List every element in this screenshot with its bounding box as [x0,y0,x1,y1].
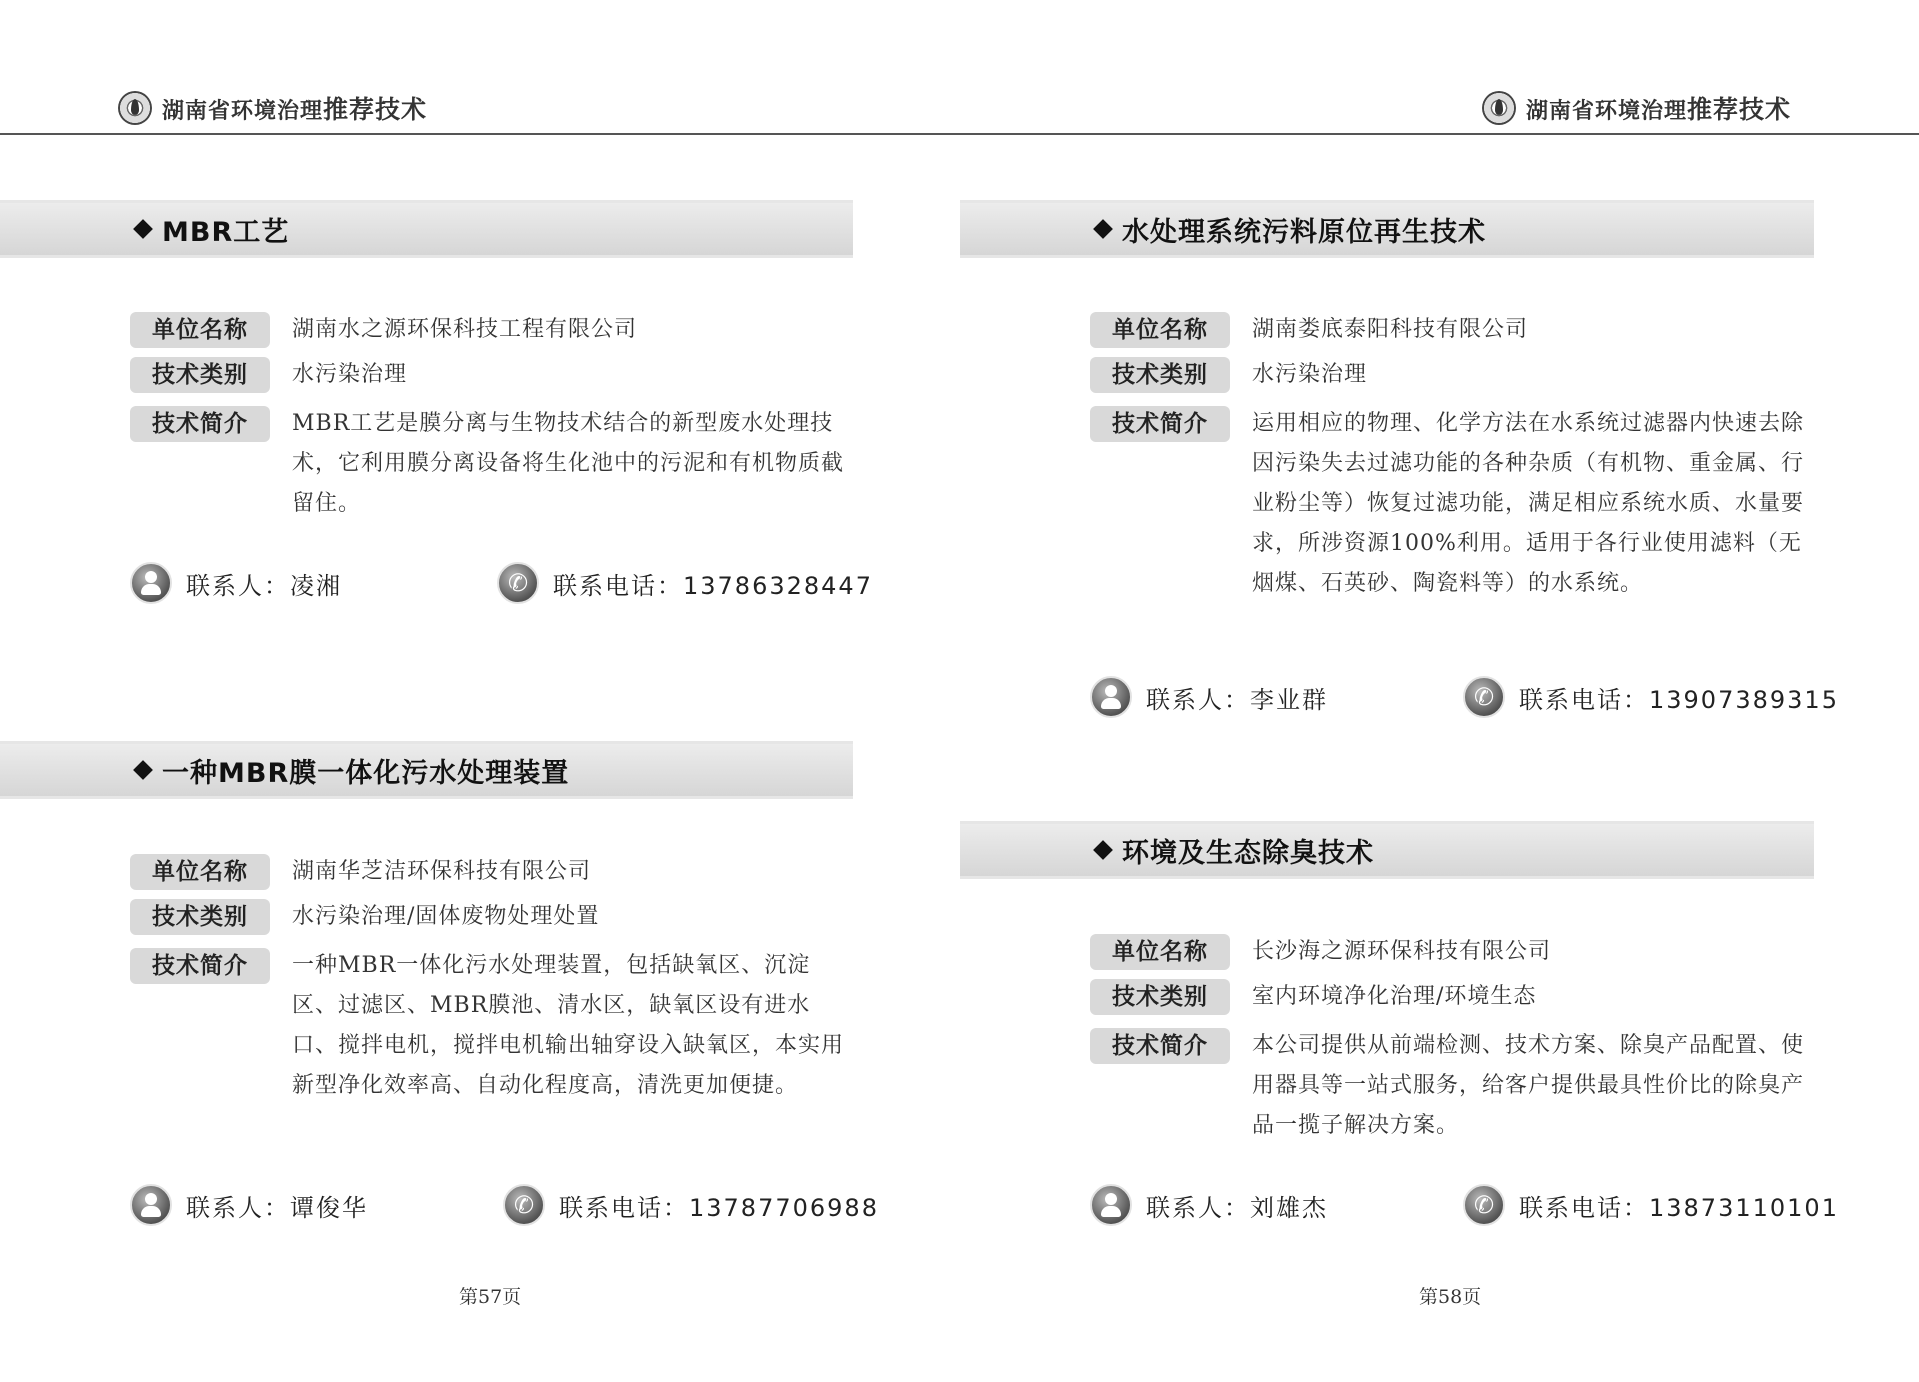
contact-person: 联系人：李业群 [1090,676,1328,718]
unit-label: 单位名称 [1090,312,1230,348]
category-row [1090,979,1536,1015]
phone-icon [497,562,539,604]
contact-person: 联系人：谭俊华 [130,1184,368,1226]
intro-row [1090,406,1810,604]
intro-text: 运用相应的物理、化学方法在水系统过滤器内快速去除因污染失去过滤功能的各种杂质（有机物、重金属、行业粉尘等）恢复过滤功能，满足相应系统水质、水量要求，所涉资源100%利用。适用于各行业使用滤料（无烟煤、石英砂、陶瓷料等）的水系统。 [1252,411,1805,596]
header-left [118,88,427,128]
category-row [130,899,599,935]
contact-phone: ✆ 联系电话：13787706988 [503,1184,879,1226]
contact-name: 谭俊华 [290,1193,368,1222]
contact-name: 凌湘 [290,571,342,600]
intro-label: 技术简介 [130,948,270,984]
unit-row [1090,934,1551,970]
page-number: 第58页 [1419,1286,1482,1308]
intro-label: 技术简介 [130,406,270,442]
person-icon [130,1184,172,1226]
section-title: 环境及生态除臭技术 [1122,837,1374,869]
header-right [1482,88,1791,128]
diamond-bullet-icon [133,219,153,239]
diamond-bullet-icon [1093,219,1113,239]
phone-icon [1463,1184,1505,1226]
contact-phone: ✆ 联系电话：13786328447 [497,562,873,604]
unit-value: 湖南水之源环保科技工程有限公司 [292,317,638,342]
header-title: 湖南省环境治理推荐技术 [1526,95,1792,124]
category-label: 技术类别 [130,899,270,935]
unit-label: 单位名称 [130,312,270,348]
contact-name: 刘雄杰 [1250,1193,1328,1222]
contact-person: 联系人：凌湘 [130,562,342,604]
unit-label: 单位名称 [130,854,270,890]
intro-row [130,406,850,524]
category-value: 水污染治理 [292,362,408,387]
category-row [1090,357,1367,393]
category-value: 室内环境净化治理/环境生态 [1252,984,1537,1009]
logo-icon [118,91,152,125]
phone-number: 13787706988 [689,1193,879,1222]
diamond-bullet-icon [1093,840,1113,860]
unit-row [130,854,591,890]
section-title: 水处理系统污料原位再生技术 [1122,216,1486,248]
contact-name: 李业群 [1250,685,1328,714]
person-icon [1090,676,1132,718]
unit-value: 长沙海之源环保科技有限公司 [1252,939,1552,964]
intro-row [1090,1028,1810,1146]
intro-text: MBR工艺是膜分离与生物技术结合的新型废水处理技术，它利用膜分离设备将生化池中的污泥和有机物质截留住。 [292,411,845,516]
phone-number: 13907389315 [1649,685,1839,714]
contact-phone: ✆ 联系电话：13873110101 [1463,1184,1839,1226]
unit-value: 湖南娄底泰阳科技有限公司 [1252,317,1529,342]
intro-text: 本公司提供从前端检测、技术方案、除臭产品配置、使用器具等一站式服务，给客户提供最具性价比的除臭产品一揽子解决方案。 [1252,1033,1805,1138]
category-row [130,357,407,393]
category-label: 技术类别 [1090,979,1230,1015]
unit-label: 单位名称 [1090,934,1230,970]
section-title-bar [960,200,1814,258]
phone-icon [503,1184,545,1226]
page-number: 第57页 [459,1286,522,1308]
section-title-bar [960,821,1814,879]
category-value: 水污染治理 [1252,362,1368,387]
header-divider [0,133,1919,135]
phone-icon [1463,676,1505,718]
category-value: 水污染治理/固体废物处理处置 [292,904,600,929]
phone-number: 13786328447 [683,571,873,600]
section-title-bar [0,200,853,258]
section-title-bar [0,741,853,799]
contact-person: 联系人：刘雄杰 [1090,1184,1328,1226]
unit-row [130,312,637,348]
person-icon [130,562,172,604]
intro-text: 一种MBR一体化污水处理装置，包括缺氧区、沉淀区、过滤区、MBR膜池、清水区，缺氧区设有进水口、搅拌电机，搅拌电机输出轴穿设入缺氧区，本实用新型净化效率高、自动化程度高，清洗更加便捷。 [292,953,845,1098]
person-icon [1090,1184,1132,1226]
intro-label: 技术简介 [1090,406,1230,442]
intro-row [130,948,850,1106]
intro-label: 技术简介 [1090,1028,1230,1064]
diamond-bullet-icon [133,760,153,780]
section-title: 一种MBR膜一体化污水处理装置 [162,757,570,789]
category-label: 技术类别 [1090,357,1230,393]
phone-number: 13873110101 [1649,1193,1839,1222]
section-title: MBR工艺 [162,216,290,248]
logo-icon [1482,91,1516,125]
unit-row [1090,312,1528,348]
unit-value: 湖南华芝洁环保科技有限公司 [292,859,592,884]
header-title: 湖南省环境治理推荐技术 [162,95,428,124]
contact-phone: ✆ 联系电话：13907389315 [1463,676,1839,718]
category-label: 技术类别 [130,357,270,393]
